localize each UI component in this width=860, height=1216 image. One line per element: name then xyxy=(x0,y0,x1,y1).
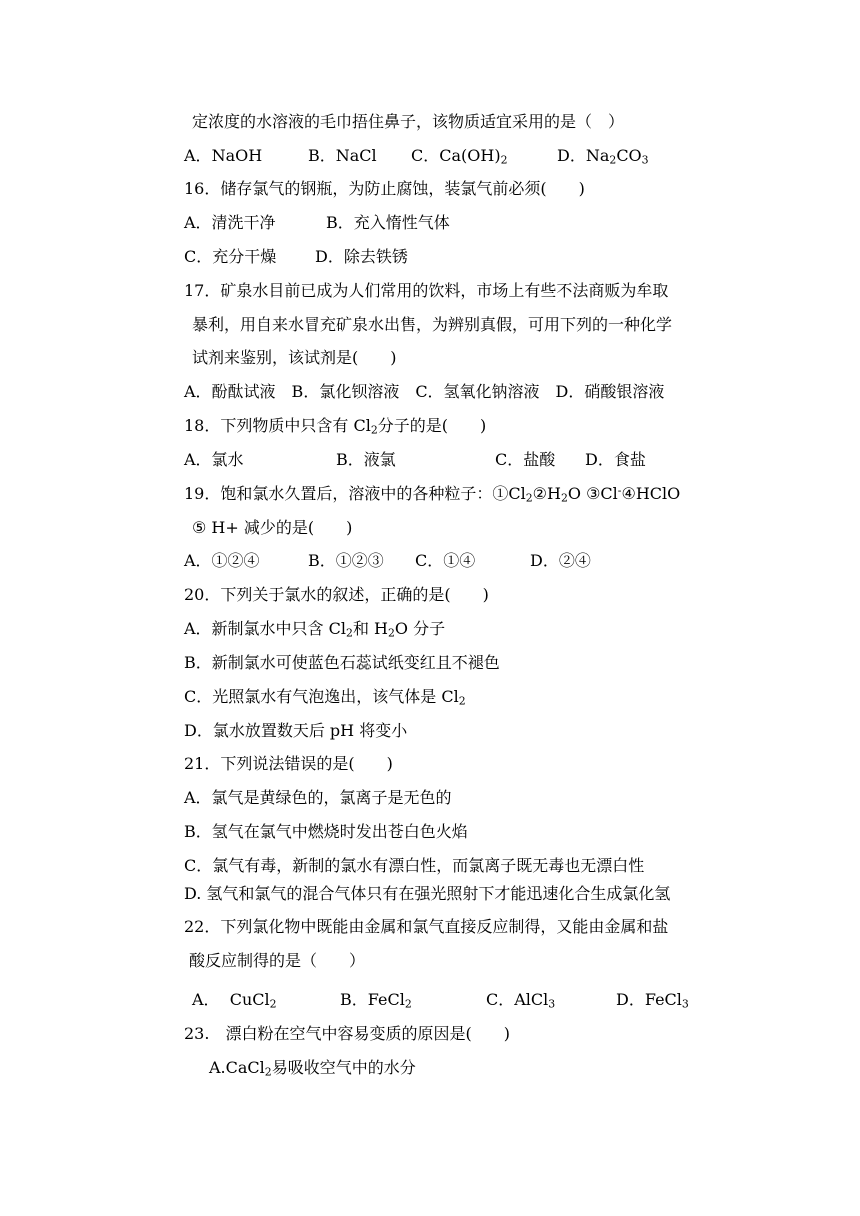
option-b: B．NaCl xyxy=(308,146,377,165)
question-17-options: A．酚酞试液 B．氯化钡溶液 C．氢氧化钠溶液 D．硝酸银溶液 xyxy=(184,382,665,401)
question-21-option-a: A．氯气是黄绿色的，氯离子是无色的 xyxy=(184,788,452,807)
question-17-line-3: 试剂来鉴别，该试剂是( ) xyxy=(192,348,397,367)
option-b: B．充入惰性气体 xyxy=(326,213,450,232)
question-22-line-1: 22．下列氯化物中既能由金属和氯气直接反应制得，又能由金属和盐 xyxy=(184,917,669,936)
question-20-option-a: A．新制氯水中只含 $Cl_2$和 $H_2O$ 分子 xyxy=(184,619,446,640)
option-d: D．FeCl$_3$ xyxy=(616,990,689,1011)
question-19-line-2: ⑤ H+ 减少的是( ) xyxy=(192,518,353,537)
option-b: B．①②③ xyxy=(308,551,384,570)
option-d: D．②④ xyxy=(530,551,591,570)
question-19-line-1: 19．饱和氯水久置后，溶液中的各种粒子：$①Cl_2②H_2O$ ③Cl-④HClO xyxy=(184,484,681,505)
question-18: 18．下列物质中只含有 $Cl_2$分子的是( ) xyxy=(184,416,487,437)
option-a: A．清洗干净 xyxy=(184,213,276,232)
question-16: 16．储存氯气的钢瓶，为防止腐蚀，装氯气前必须( ) xyxy=(184,179,585,198)
option-c: C．AlCl$_3$ xyxy=(486,990,556,1011)
question-20: 20．下列关于氯水的叙述，正确的是( ) xyxy=(184,585,489,604)
question-23: 23. 漂白粉在空气中容易变质的原因是( ) xyxy=(184,1024,510,1043)
option-a: A．NaOH xyxy=(184,146,263,165)
option-c: C．$Ca(OH)_2$ xyxy=(411,146,508,167)
option-d: D．食盐 xyxy=(585,450,646,469)
question-20-option-b: B．新制氯水可使蓝色石蕊试纸变红且不褪色 xyxy=(184,653,500,672)
question-23-option-a: A.CaCl$_2$易吸收空气中的水分 xyxy=(209,1058,416,1079)
option-c: C．①④ xyxy=(415,551,476,570)
option-a: A． CuCl$_2$ xyxy=(192,990,277,1011)
question-21-option-d: D. 氢气和氯气的混合气体只有在强光照射下才能迅速化合生成氯化氢 xyxy=(184,884,671,903)
option-c: C．盐酸 xyxy=(495,450,556,469)
option-d: D．除去铁锈 xyxy=(315,247,408,266)
option-a: A．①②④ xyxy=(184,551,260,570)
question-20-option-c: C．光照氯水有气泡逸出，该气体是 $Cl_2$ xyxy=(184,687,466,708)
question-17-line-2: 暴利，用自来水冒充矿泉水出售，为辨别真假，可用下列的一种化学 xyxy=(192,315,673,334)
option-a: A．氯水 xyxy=(184,450,244,469)
option-c: C．充分干燥 xyxy=(184,247,277,266)
question-21-option-c: C．氯气有毒，新制的氯水有漂白性，而氯离子既无毒也无漂白性 xyxy=(184,856,645,875)
question-17-line-1: 17．矿泉水目前已成为人们常用的饮料，市场上有些不法商贩为牟取 xyxy=(184,281,669,300)
option-b: B．液氯 xyxy=(336,450,396,469)
option-d: D．$Na_2CO_3$ xyxy=(557,146,649,167)
option-b: B．FeCl$_2$ xyxy=(340,990,412,1011)
question-21: 21．下列说法错误的是( ) xyxy=(184,754,393,773)
question-15-stem-continuation: 定浓度的水溶液的毛巾捂住鼻子，该物质适宜采用的是（ ） xyxy=(192,112,625,131)
question-20-option-d: D．氯水放置数天后 pH 将变小 xyxy=(184,721,408,740)
question-22-line-2: 酸反应制得的是（ ） xyxy=(189,951,366,970)
question-21-option-b: B．氢气在氯气中燃烧时发出苍白色火焰 xyxy=(184,822,468,841)
